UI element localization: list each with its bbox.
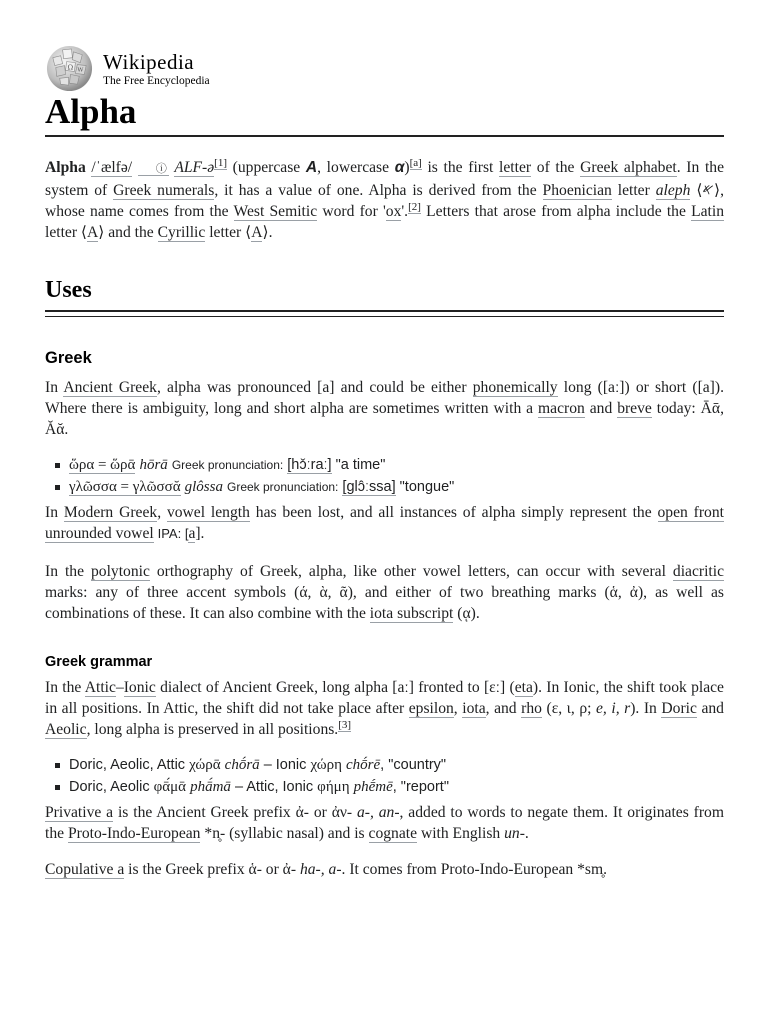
grammar-paragraph-1 xyxy=(45,677,724,740)
intro-text: ⟩. xyxy=(262,224,273,241)
open-front-vowel-link[interactable]: open front unrounded vowel xyxy=(45,504,724,542)
intro-text: . In the system of xyxy=(45,159,724,199)
intro-text: word for ' xyxy=(322,203,386,220)
intro-text: ) xyxy=(404,159,410,176)
ipa-link[interactable]: [ɡlɔ̂ːssa] xyxy=(342,479,396,495)
ref-1[interactable]: [1] xyxy=(214,156,227,169)
para-text: marks: any of three accent symbols (ά, ὰ, ᾶ), and either of two breathing marks (ἁ, ἀ), as well as combinations of these. It can also combine with the xyxy=(45,584,724,622)
title-divider xyxy=(45,135,724,137)
para-text: – xyxy=(115,679,124,696)
proto-indo-european-link[interactable]: Proto-Indo-European xyxy=(67,825,201,842)
intro-text: letter ⟨ xyxy=(209,224,252,241)
para-text: ). In Ionic, the shift took place in all positions. In Attic, the shift did not take place after xyxy=(45,679,724,717)
para-text: dialect of Ancient Greek, long alpha [aː] fronted to [ɛː] ( xyxy=(160,679,515,696)
transliteration: chṓrā xyxy=(224,757,260,773)
lead-term: Alpha xyxy=(45,159,86,176)
section-divider xyxy=(45,310,724,312)
para-text: is the Greek prefix ἁ- or ἀ- xyxy=(128,861,297,878)
dialect-label: Doric, Aeolic xyxy=(69,779,150,795)
macron-link[interactable]: macron xyxy=(538,400,585,417)
section-heading-greek-grammar: Greek grammar xyxy=(45,654,153,670)
intro-paragraph xyxy=(45,157,724,243)
epsilon-link[interactable]: epsilon xyxy=(408,700,454,717)
phoenician-link[interactable]: Phoenician xyxy=(542,182,612,199)
privative-paragraph xyxy=(45,802,724,844)
para-text: *n̥- (syllabic nasal) and is xyxy=(204,825,365,842)
para-text: In the xyxy=(45,679,82,696)
para-text: . It comes from Proto-Indo-European *sm̥. xyxy=(341,861,607,878)
transliteration: chṓrē xyxy=(346,757,381,773)
cyrillic-link[interactable]: Cyrillic xyxy=(157,224,206,241)
diacritic-link[interactable]: diacritic xyxy=(672,563,724,580)
ancient-greek-link[interactable]: Ancient Greek xyxy=(63,379,157,396)
cognate-link[interactable]: cognate xyxy=(368,825,418,842)
section-heading-uses: Uses xyxy=(45,277,92,303)
breve-link[interactable]: breve xyxy=(617,400,652,417)
list-item xyxy=(45,476,454,498)
greek-word: ὥρα = ὥρᾱ xyxy=(69,457,136,473)
ipa-label: IPA: [ xyxy=(157,526,189,541)
para-text: , alpha was pronounced [a] and could be either xyxy=(156,379,467,396)
ionic-link[interactable]: Ionic xyxy=(123,679,156,696)
transliteration: hōrā xyxy=(139,457,168,473)
greek-word: φήμη xyxy=(317,779,350,795)
para-text: has been lost, and all instances of alpha simply represent the xyxy=(255,504,652,521)
uppercase-alpha: Α xyxy=(305,159,318,176)
wikipedia-globe-icon[interactable] xyxy=(45,44,94,93)
para-text: , long alpha is preserved in all positions. xyxy=(86,721,339,738)
intro-text: is the first xyxy=(427,159,494,176)
para-text: (ε, ι, ρ; xyxy=(546,700,592,717)
ipa-link[interactable]: /ˈælfə/ xyxy=(91,159,133,176)
para-text: , xyxy=(157,504,162,521)
greek-numerals-link[interactable]: Greek numerals xyxy=(113,182,215,199)
section-heading-greek: Greek xyxy=(45,349,92,367)
para-text: , and xyxy=(485,700,517,717)
transliteration: un- xyxy=(504,825,525,842)
intro-text: , it has a value of one. Alpha is derived from the xyxy=(214,182,537,199)
copulative-paragraph xyxy=(45,859,724,880)
greek-alphabet-link[interactable]: Greek alphabet xyxy=(580,159,677,176)
para-text: long ([aː]) or short ([a]). Where there is ambiguity, long and short alpha are sometimes written with a xyxy=(45,379,724,417)
dialect-label: – Ionic xyxy=(263,757,307,773)
phonemically-link[interactable]: phonemically xyxy=(472,379,558,396)
aeolic-link[interactable]: Aeolic xyxy=(45,721,87,738)
intro-text: ⟩ and the xyxy=(98,224,154,241)
gloss: "a time" xyxy=(335,457,386,473)
wikipedia-header[interactable] xyxy=(45,44,345,96)
list-item xyxy=(45,754,449,776)
ipa-a-link[interactable]: a xyxy=(188,525,196,542)
svg-text:W: W xyxy=(77,67,84,74)
greek-word: φᾱ́μᾱ xyxy=(153,779,187,795)
ipa-link[interactable]: [hɔ̌ːraː] xyxy=(287,457,332,473)
greek-word: χώρη xyxy=(310,757,342,773)
polytonic-link[interactable]: polytonic xyxy=(90,563,150,580)
transliteration: glôssa xyxy=(184,479,223,495)
intro-text: (uppercase xyxy=(232,159,301,176)
grammar-examples-list xyxy=(45,754,449,798)
greek-word: χώρᾱ xyxy=(189,757,221,773)
para-text: today: Ᾱᾱ, Ᾰᾰ. xyxy=(45,400,724,438)
ref-2[interactable]: [2] xyxy=(408,200,421,213)
para-text: with English xyxy=(420,825,501,842)
greek-word: γλῶσσα = γλῶσσᾰ xyxy=(69,479,181,495)
para-text: (ᾳ). xyxy=(457,605,480,622)
intro-text: Letters that arose from alpha include the xyxy=(426,203,686,220)
gloss: , "country" xyxy=(380,757,447,773)
dialect-label: – Attic, Ionic xyxy=(234,779,314,795)
para-text: , added to words to negate them. It originates from the xyxy=(45,804,724,842)
latin-a-link[interactable]: A xyxy=(87,224,99,241)
wordmark: Wikipedia xyxy=(103,50,195,74)
modern-greek-link[interactable]: Modern Greek xyxy=(63,504,158,521)
transliteration: e, i, r xyxy=(596,700,631,717)
ref-3[interactable]: [3] xyxy=(338,718,352,731)
privative-a-link[interactable]: Privative a xyxy=(45,804,114,821)
latin-link[interactable]: Latin xyxy=(691,203,725,220)
ox-link[interactable]: ox xyxy=(385,203,402,220)
intro-text: '. xyxy=(401,203,409,220)
para-text: In xyxy=(45,379,58,396)
para-text: . xyxy=(524,825,529,842)
intro-text: ⟨𐤀⟩, whose name comes from the xyxy=(45,182,724,220)
para-text: is the Ancient Greek prefix ἀ- or ἀν- xyxy=(117,804,353,821)
para-text: ]. xyxy=(195,525,205,542)
section-divider-thin xyxy=(45,316,724,317)
gloss: , "report" xyxy=(392,779,449,795)
iota-link[interactable]: iota xyxy=(462,700,486,717)
pronunciation-label: Greek pronunciation: xyxy=(226,480,339,494)
intro-text: of the xyxy=(536,159,575,176)
transliteration: ha-, a- xyxy=(299,861,342,878)
list-item xyxy=(45,776,449,798)
respell-link[interactable]: ALF-ə xyxy=(174,159,215,176)
greek-paragraph-3 xyxy=(45,561,724,624)
para-text: and xyxy=(701,700,724,717)
gloss: "tongue" xyxy=(399,479,455,495)
intro-text: letter ⟨ xyxy=(45,224,88,241)
vowel-length-link[interactable]: vowel length xyxy=(166,504,250,521)
para-text: , xyxy=(453,700,458,717)
intro-text: , lowercase xyxy=(317,159,390,176)
para-text: orthography of Greek, alpha, like other vowel letters, can occur with several xyxy=(156,563,666,580)
list-item xyxy=(45,454,454,476)
transliteration: phā́mā xyxy=(190,779,231,795)
para-text: In the xyxy=(45,563,84,580)
para-text: and xyxy=(589,400,613,417)
audio-icon[interactable]: ⓘ xyxy=(137,163,169,175)
rho-link[interactable]: rho xyxy=(521,700,542,717)
transliteration: phḗmē xyxy=(353,779,393,795)
greek-paragraph-1 xyxy=(45,377,724,440)
pronunciation-label: Greek pronunciation: xyxy=(171,458,284,472)
note-a[interactable]: [a] xyxy=(409,156,422,169)
lowercase-alpha: α xyxy=(394,159,405,176)
page-title: Alpha xyxy=(45,92,137,131)
greek-examples-list xyxy=(45,454,454,498)
intro-text: letter xyxy=(617,182,650,199)
para-text: In xyxy=(45,504,58,521)
dialect-label: Doric, Aeolic, Attic xyxy=(69,757,186,773)
copulative-a-link[interactable]: Copulative a xyxy=(45,861,125,878)
greek-paragraph-2 xyxy=(45,502,724,544)
svg-text:Ω: Ω xyxy=(67,63,74,72)
doric-link[interactable]: Doric xyxy=(661,700,697,717)
eta-link[interactable]: eta xyxy=(514,679,533,696)
iota-subscript-link[interactable]: iota subscript xyxy=(369,605,454,622)
para-text: ). In xyxy=(630,700,657,717)
aleph-link[interactable]: aleph xyxy=(655,182,691,199)
letter-link[interactable]: letter xyxy=(499,159,532,176)
tagline: The Free Encyclopedia xyxy=(103,75,210,87)
cyrillic-a-link[interactable]: А xyxy=(251,224,263,241)
attic-link[interactable]: Attic xyxy=(84,679,116,696)
west-semitic-link[interactable]: West Semitic xyxy=(233,203,318,220)
transliteration: a-, an- xyxy=(356,804,400,821)
